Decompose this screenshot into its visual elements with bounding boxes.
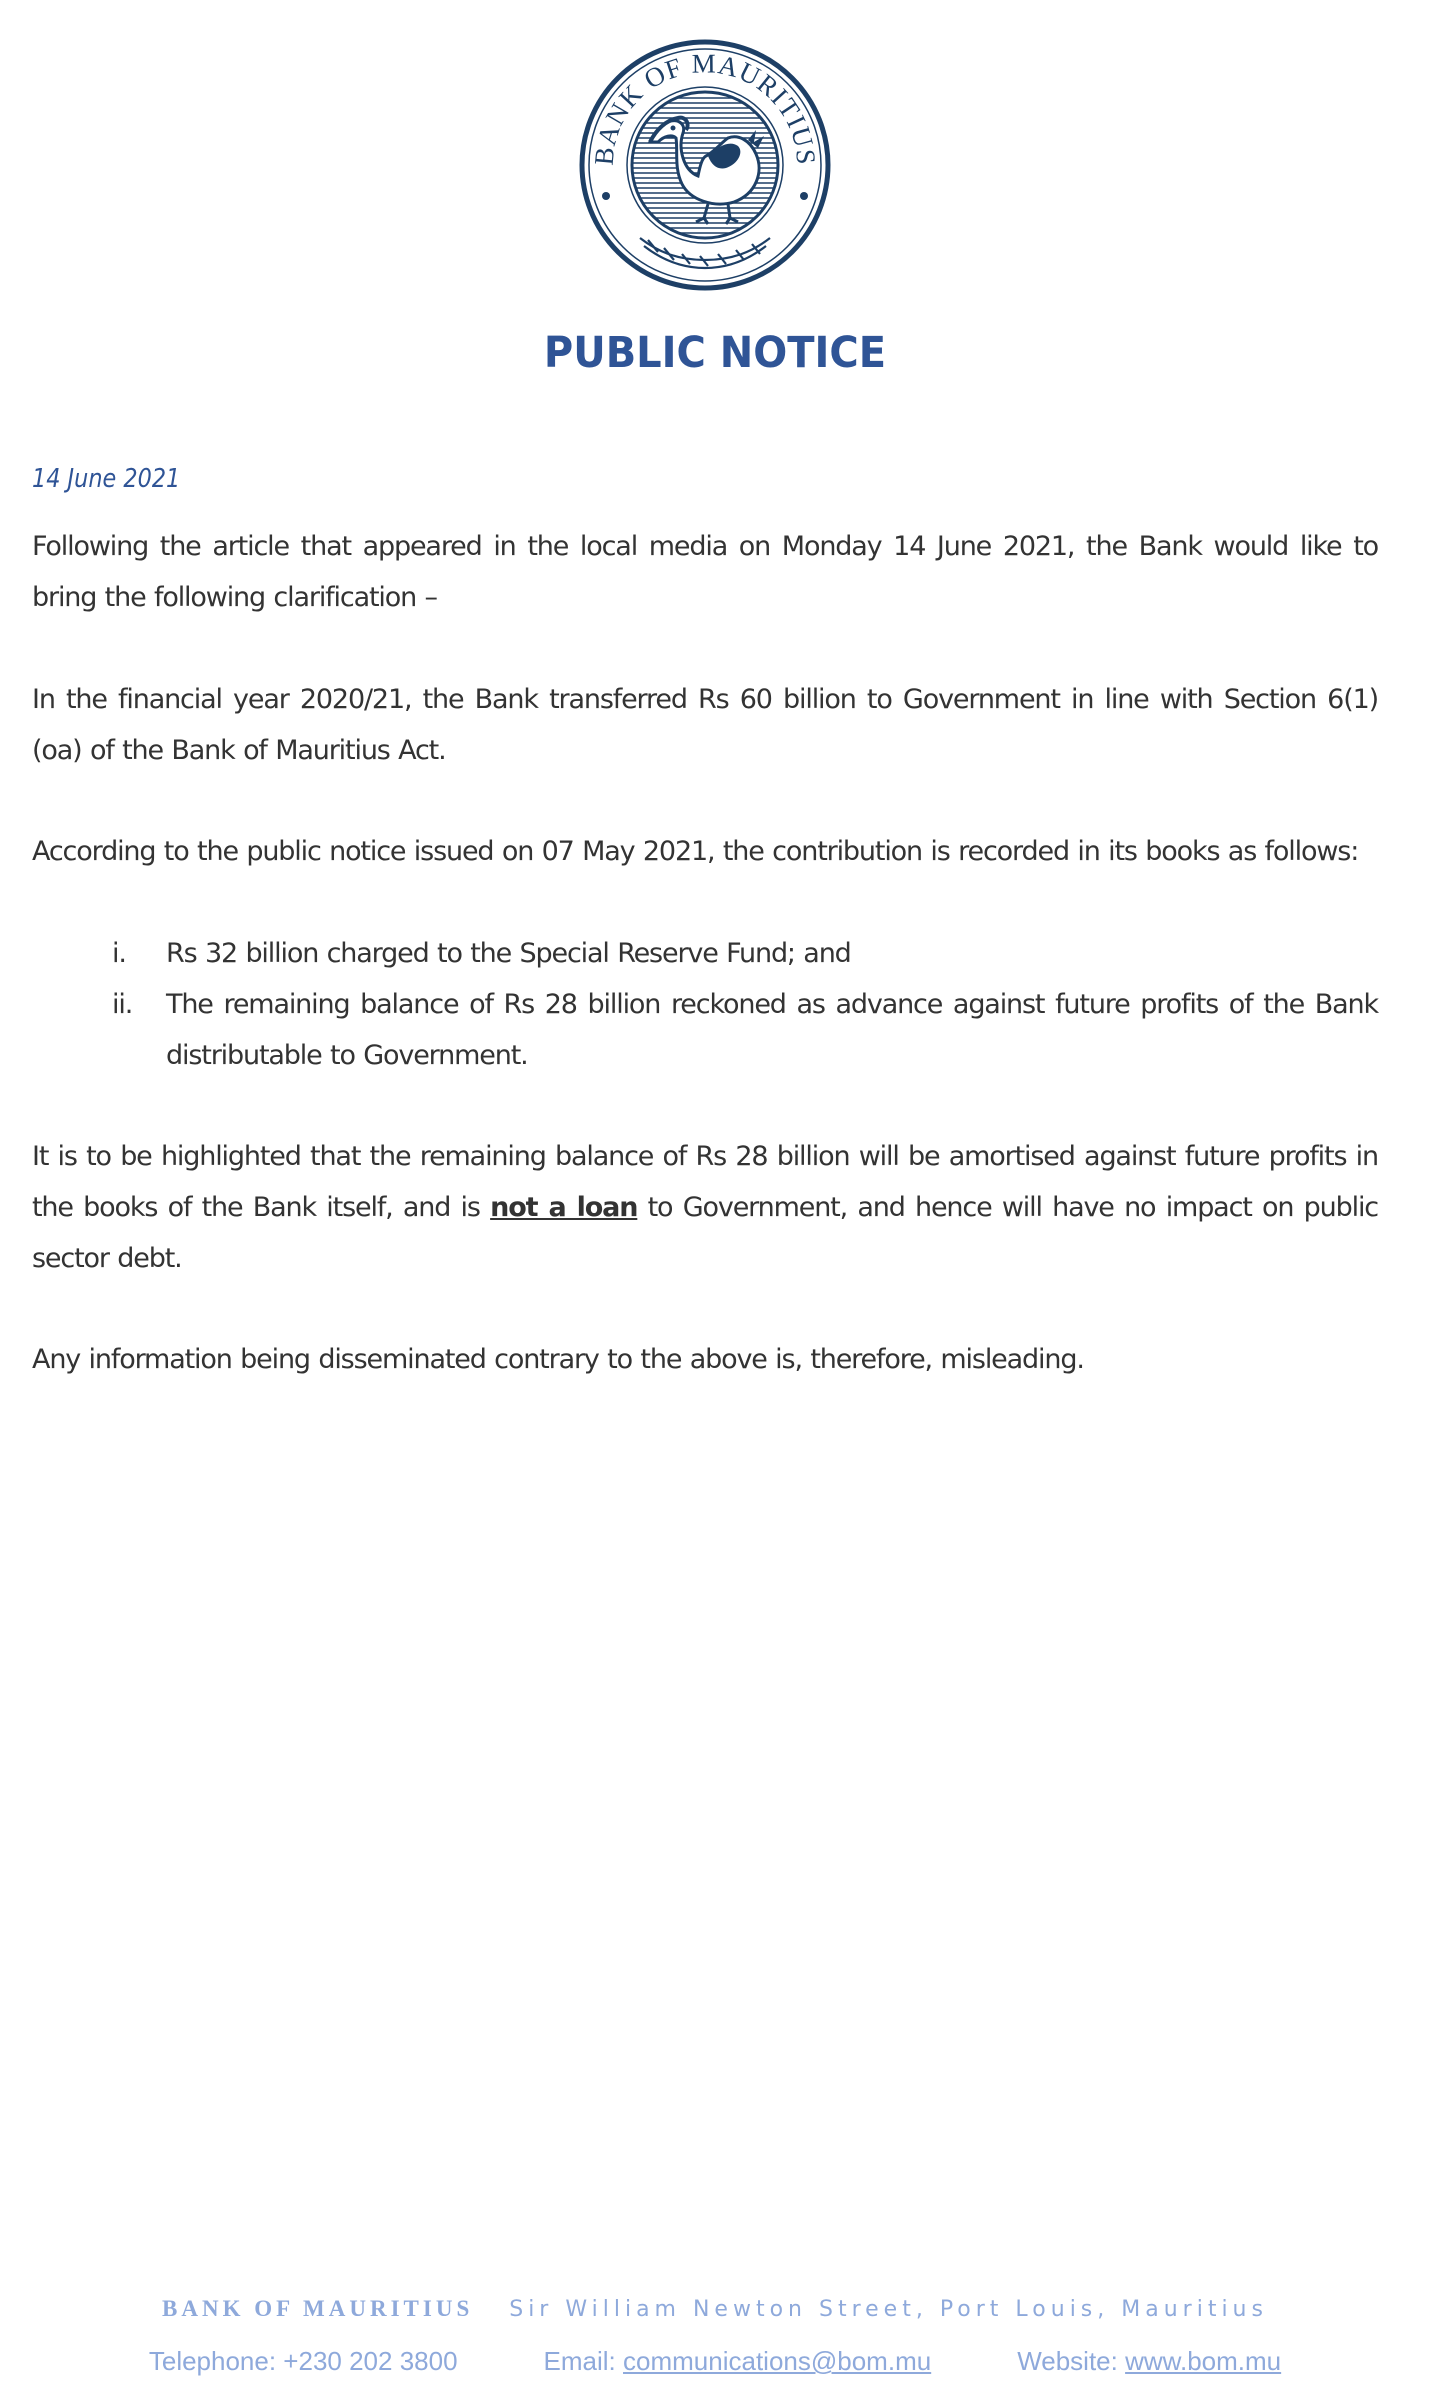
list-marker: ii. <box>112 989 133 1020</box>
list-item-text: Rs 32 billion charged to the Special Reserve Fund; and <box>166 938 851 969</box>
footer-email-label: Email: <box>543 2346 624 2376</box>
paragraph-conclusion: Any information being disseminated contrary to the above is, therefore, misleading. <box>32 1344 1084 1375</box>
roman-numeral-list <box>32 928 1378 1081</box>
footer-website-link[interactable]: www.bom.mu <box>1125 2346 1282 2376</box>
highlight-text-before: It is to be highlighted that the remaining balance of Rs 28 billion will be amortised against future profits in the books of the Bank itself, and is <box>32 1141 1378 1223</box>
seal-text: BANK OF MAURITIUS <box>588 48 822 167</box>
list-marker: i. <box>112 938 126 969</box>
list-item <box>32 928 1378 979</box>
list-item-text: The remaining balance of Rs 28 billion reckoned as advance against future profits of the Bank distributable to Government. <box>166 989 1378 1071</box>
paragraph-recording: According to the public notice issued on 07 May 2021, the contribution is recorded in its books as follows: <box>32 836 1359 867</box>
footer-telephone: Telephone: +230 202 3800 <box>148 2346 458 2376</box>
paragraph-highlight <box>32 1131 1378 1284</box>
bank-of-mauritius-seal-logo <box>578 38 832 292</box>
page-title: PUBLIC NOTICE <box>543 328 887 378</box>
emphasis-not-a-loan: not a loan <box>490 1192 638 1223</box>
highlight-text-after: to Government, and hence will have no impact on public sector debt. <box>32 1192 1378 1274</box>
footer-address: Sir William Newton Street, Port Louis, Mauritius <box>509 2297 1268 2322</box>
paragraph-intro: Following the article that appeared in the local media on Monday 14 June 2021, the Bank would like to bring the following clarification – <box>32 531 1378 613</box>
footer-address-line <box>0 2296 1430 2322</box>
footer-contact-line <box>0 2346 1430 2377</box>
notice-date: 14 June 2021 <box>32 464 181 494</box>
footer-website-label: Website: <box>1017 2346 1126 2376</box>
dodo-seal-icon <box>578 38 832 292</box>
list-item <box>32 979 1378 1081</box>
footer-bank-name: BANK OF MAURITIUS <box>162 2296 474 2321</box>
footer-email-link[interactable]: communications@bom.mu <box>623 2346 932 2376</box>
paragraph-transfer: In the financial year 2020/21, the Bank transferred Rs 60 billion to Government in line with Section 6(1)(oa) of the Bank of Mauritius Act. <box>32 684 1378 766</box>
